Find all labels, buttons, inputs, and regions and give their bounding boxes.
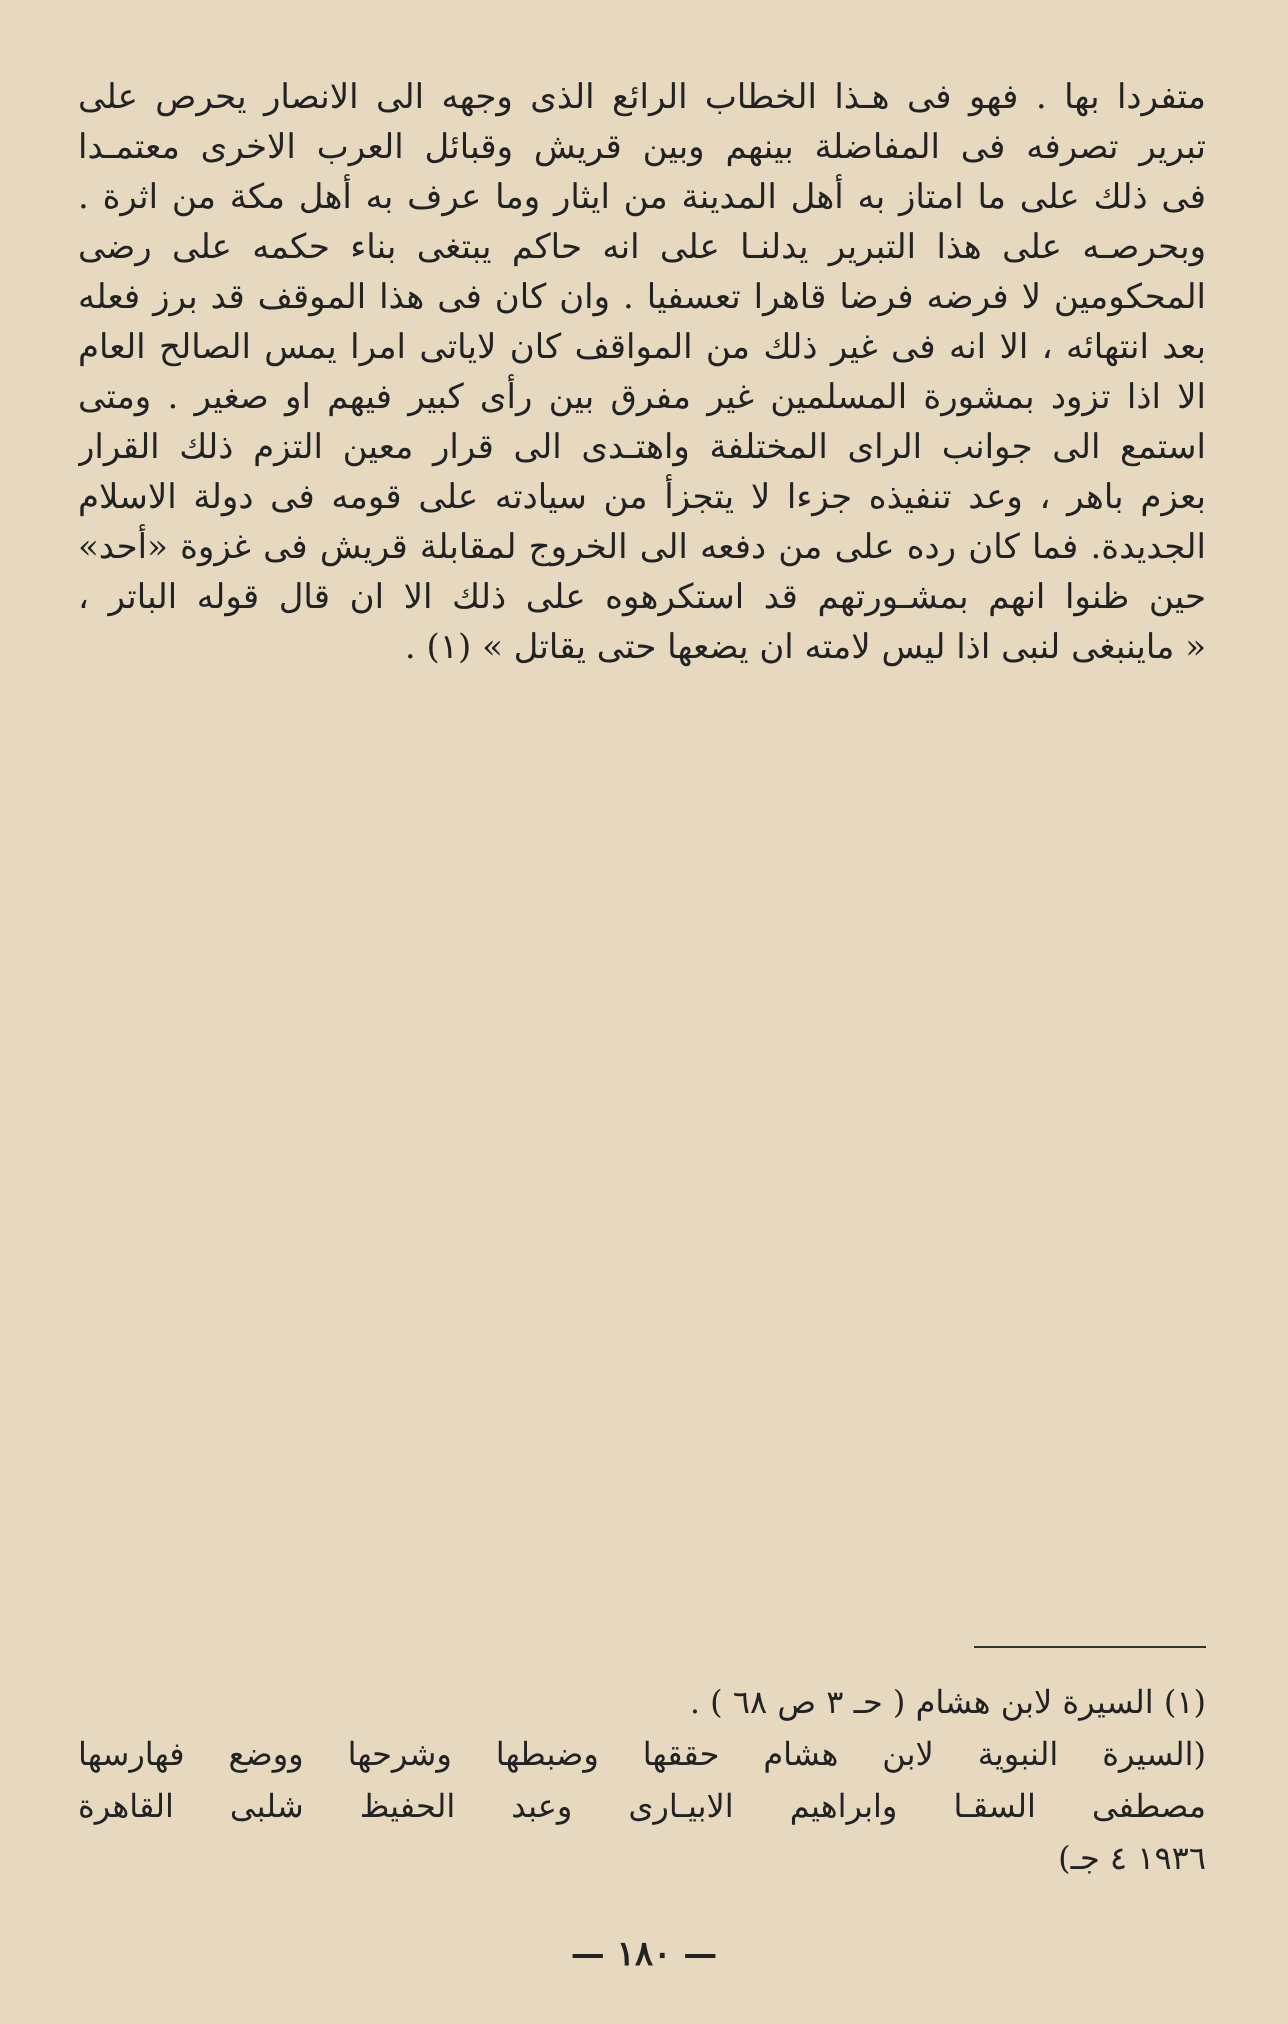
body-line: الجديدة. فما كان رده على من دفعه الى الخروج لمقابلة قريش فى غزوة «أحد» (78, 527, 1206, 567)
footnote-divider (974, 1646, 1206, 1648)
page-number: — ١٨٠ — (570, 1934, 718, 1974)
body-line: المحكومين لا فرضه فرضا قاهرا تعسفيا . وان كان فى هذا الموقف قد برز فعله (78, 277, 1206, 317)
body-text (78, 72, 1206, 672)
body-line: وبحرصـه على هذا التبرير يدلنـا على انه حاكم يبتغى بناء حكمه على رضى (78, 227, 1206, 267)
footnotes (78, 1676, 1206, 1884)
body-line: متفردا بها . فهو فى هـذا الخطاب الرائع الذى وجهه الى الانصار يحرص على (78, 77, 1206, 117)
body-line: بعد انتهائه ، الا انه فى غير ذلك من المواقف كان لاياتى امرا يمس الصالح العام (78, 327, 1206, 367)
body-line: حين ظنوا انهم بمشـورتهم قد استكرهوه على ذلك الا ان قال قوله الباتر ، (78, 577, 1206, 617)
footnote-line: ١٩٣٦ ٤ جـ) (1058, 1839, 1206, 1877)
body-line: تبرير تصرفه فى المفاضلة بينهم وبين قريش وقبائل العرب الاخرى معتمـدا (78, 127, 1206, 167)
footnote-line: مصطفى السقـا وابراهيم الابيـارى وعبد الحفيظ شلبى القاهرة (78, 1787, 1206, 1825)
body-line: الا اذا تزود بمشورة المسلمين غير مفرق بين رأى كبير فيهم او صغير . ومتى (78, 377, 1206, 417)
body-line: « ماينبغى لنبى اذا ليس لامته ان يضعها حتى يقاتل » (١) . (404, 627, 1206, 667)
footnote-line: (السيرة النبوية لابن هشام حققها وضبطها وشرحها ووضع فهارسها (78, 1735, 1206, 1773)
footnote-line: (١) السيرة لابن هشام ( حـ ٣ ص ٦٨ ) . (689, 1683, 1206, 1721)
body-line: استمع الى جوانب الراى المختلفة واهتـدى الى قرار معين التزم ذلك القرار (78, 427, 1206, 467)
body-line: بعزم باهر ، وعد تنفيذه جزءا لا يتجزأ من سيادته على قومه فى دولة الاسلام (78, 477, 1206, 517)
body-line: فى ذلك على ما امتاز به أهل المدينة من ايثار وما عرف به أهل مكة من اثرة . (78, 177, 1206, 217)
